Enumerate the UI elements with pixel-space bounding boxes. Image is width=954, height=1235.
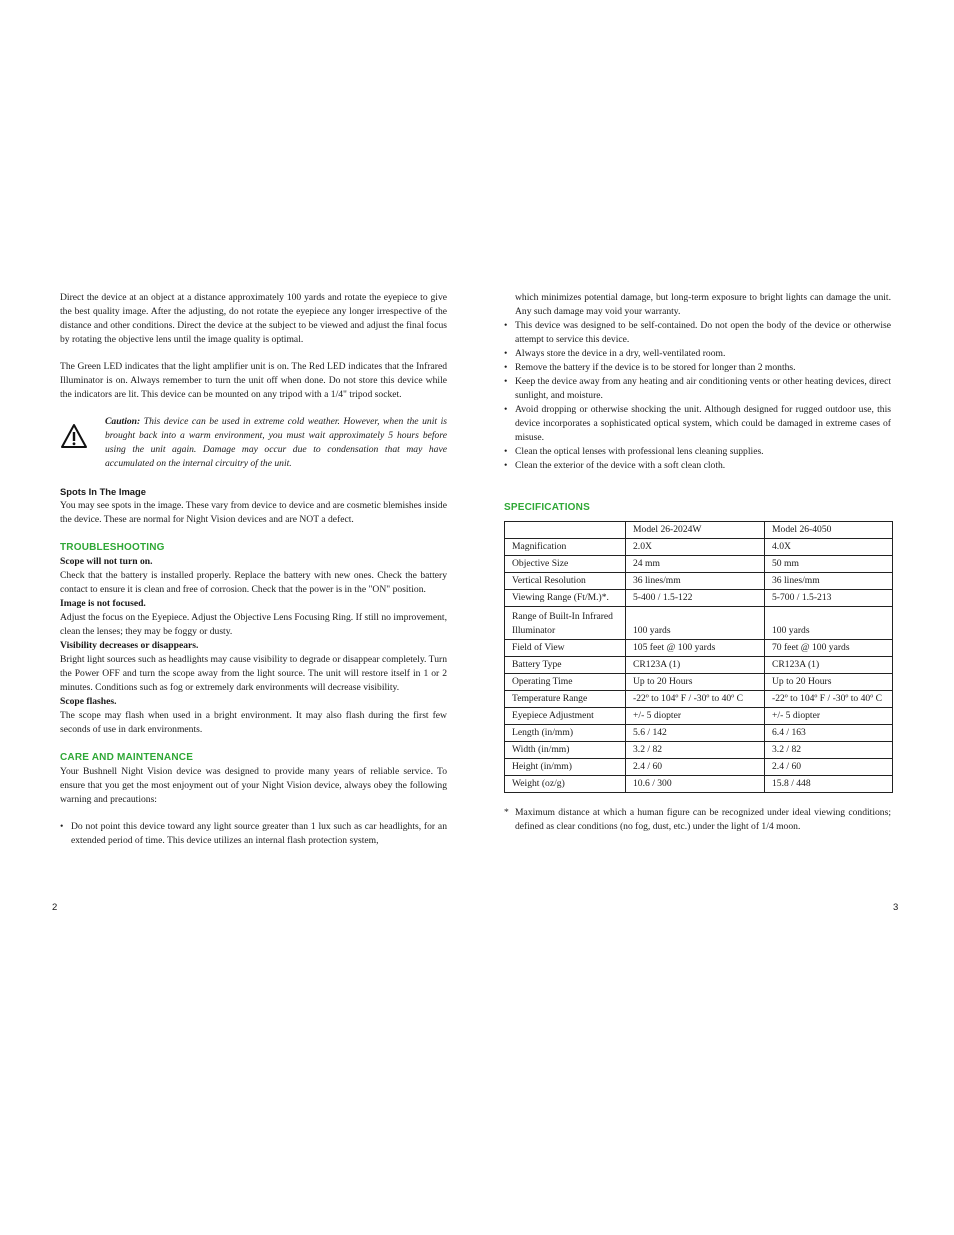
table-cell: Width (in/mm) bbox=[505, 742, 626, 759]
table-row bbox=[505, 573, 893, 590]
trouble-item bbox=[60, 695, 447, 737]
table-cell: Magnification bbox=[505, 539, 626, 556]
specifications-heading: SPECIFICATIONS bbox=[504, 502, 590, 513]
trouble-item bbox=[60, 555, 447, 597]
care-intro: Your Bushnell Night Vision device was designed to provide many years of reliable service. To ensure that you get the most enjoyment out of your Night Vision device, always obey the following warning and precautions: bbox=[60, 766, 447, 805]
table-row bbox=[505, 674, 893, 691]
table-cell: Range of Built-In Infrared Illuminator bbox=[505, 607, 626, 640]
table-row bbox=[505, 725, 893, 742]
table-cell: Length (in/mm) bbox=[505, 725, 626, 742]
trouble-question: Image is not focused. bbox=[60, 598, 146, 609]
trouble-question: Scope flashes. bbox=[60, 696, 117, 707]
table-cell: 5-700 / 1.5-213 bbox=[765, 590, 893, 607]
trouble-item bbox=[60, 639, 447, 695]
table-cell: 24 mm bbox=[626, 556, 765, 573]
care-continuation: which minimizes potential damage, but long-term exposure to bright lights can damage the unit. Any such damage may void your warranty. bbox=[515, 292, 891, 317]
table-cell: CR123A (1) bbox=[626, 657, 765, 674]
list-item: • Clean the exterior of the device with a soft clean cloth. bbox=[504, 459, 891, 473]
table-header-cell: Model 26-4050 bbox=[765, 522, 893, 539]
table-cell: Eyepiece Adjustment bbox=[505, 708, 626, 725]
table-cell: 36 lines/mm bbox=[765, 573, 893, 590]
trouble-answer: Bright light sources such as headlights may cause visibility to degrade or disappear completely. Turn the Power OFF and turn the scope away from the light source. The unit will restore itself in 1 or 2 minutes. Conditions such as fog or extremely dark environments will decrease visibility. bbox=[60, 654, 447, 693]
table-row bbox=[505, 742, 893, 759]
trouble-question: Scope will not turn on. bbox=[60, 556, 153, 567]
focus-instructions: Direct the device at an object at a distance approximately 100 yards and rotate the eyepiece to give the best quality image. After the adjusting, do not rotate the eyepiece any longer irrespective of the distance and other conditions. Direct the device at the subject to be viewed and adjust the final focus by rotating the objective lens until the image quality is optimal. bbox=[60, 292, 447, 345]
table-row bbox=[505, 607, 893, 640]
caution-body: This device can be used in extreme cold weather. However, when the unit is brought back into a warm environment, you must wait approximately 5 hours before using the unit again. Damage may occur due to condensation that may have accumulated on the internal circuitry of the unit. bbox=[105, 416, 447, 469]
list-item: • Remove the battery if the device is to be stored for longer than 2 months. bbox=[504, 361, 891, 375]
spots-text: You may see spots in the image. These vary from device to device and are cosmetic blemishes inside the device. These are normal for Night Vision devices and are NOT a defect. bbox=[60, 500, 447, 525]
spots-heading: Spots In The Image bbox=[60, 486, 146, 497]
caution-box bbox=[60, 415, 447, 471]
table-row bbox=[505, 776, 893, 793]
table-cell: 5.6 / 142 bbox=[626, 725, 765, 742]
table-cell: CR123A (1) bbox=[765, 657, 893, 674]
footnote bbox=[504, 806, 891, 834]
table-row bbox=[505, 556, 893, 573]
table-cell: 5-400 / 1.5-122 bbox=[626, 590, 765, 607]
table-row bbox=[505, 691, 893, 708]
table-cell: Weight (oz/g) bbox=[505, 776, 626, 793]
table-header-cell: Model 26-2024W bbox=[626, 522, 765, 539]
table-cell: +/- 5 diopter bbox=[626, 708, 765, 725]
table-cell: 2.4 / 60 bbox=[626, 759, 765, 776]
care-heading: CARE AND MAINTENANCE bbox=[60, 752, 194, 763]
table-cell: 15.8 / 448 bbox=[765, 776, 893, 793]
trouble-answer: Adjust the focus on the Eyepiece. Adjust the Objective Lens Focusing Ring. If still no improvement, clean the lenses; they may be foggy or dusty. bbox=[60, 612, 447, 637]
table-cell: Vertical Resolution bbox=[505, 573, 626, 590]
list-item: • Clean the optical lenses with professional lens cleaning supplies. bbox=[504, 445, 891, 459]
list-item: • Do not point this device toward any light source greater than 1 lux such as car headlights, for an extended period of time. This device utilizes an internal flash protection system, bbox=[60, 820, 447, 848]
table-row bbox=[505, 708, 893, 725]
table-cell: 2.0X bbox=[626, 539, 765, 556]
footnote-text: Maximum distance at which a human figure can be recognized under ideal viewing conditions; defined as clear conditions (no fog, dust, etc.) under the light of 1/4 moon. bbox=[515, 807, 891, 832]
table-cell: 105 feet @ 100 yards bbox=[626, 640, 765, 657]
table-header-row bbox=[505, 522, 893, 539]
table-cell: 3.2 / 82 bbox=[626, 742, 765, 759]
table-cell: +/- 5 diopter bbox=[765, 708, 893, 725]
care-list bbox=[60, 820, 447, 848]
table-cell: Objective Size bbox=[505, 556, 626, 573]
table-cell: Battery Type bbox=[505, 657, 626, 674]
trouble-answer: Check that the battery is installed properly. Replace the battery with new ones. Check the battery contact to ensure it is clean and free of corrosion. Check that the power is in the "ON" position. bbox=[60, 570, 447, 595]
list-item: • Avoid dropping or otherwise shocking the unit. Although designed for rugged outdoor use, this device incorporates a sophisticated optical system, which could be damaged in extreme cases of misuse. bbox=[504, 403, 891, 445]
table-row bbox=[505, 590, 893, 607]
led-instructions: The Green LED indicates that the light amplifier unit is on. The Red LED indicates that the Infrared Illuminator is on. Always remember to turn the unit off when done. Do not store this device while the indicators are lit. This device can be mounted on any tripod with a 1/4" tripod socket. bbox=[60, 361, 447, 400]
table-cell: -22º to 104º F / -30º to 40º C bbox=[765, 691, 893, 708]
table-cell: 2.4 / 60 bbox=[765, 759, 893, 776]
footnote-mark: * bbox=[504, 807, 509, 818]
warning-triangle-icon bbox=[60, 415, 105, 471]
table-cell: 4.0X bbox=[765, 539, 893, 556]
trouble-item bbox=[60, 597, 447, 639]
caution-label: Caution: bbox=[105, 416, 141, 427]
table-cell: 10.6 / 300 bbox=[626, 776, 765, 793]
table-cell: Up to 20 Hours bbox=[765, 674, 893, 691]
caution-text bbox=[105, 415, 447, 471]
table-cell: 100 yards bbox=[626, 607, 765, 640]
care-list-continued bbox=[504, 319, 891, 473]
right-page-column bbox=[504, 291, 891, 834]
page-number-right: 3 bbox=[893, 902, 899, 913]
specifications-table bbox=[504, 521, 893, 793]
list-item: • Keep the device away from any heating and air conditioning vents or other heating devices, direct sunlight, and moisture. bbox=[504, 375, 891, 403]
table-cell: Up to 20 Hours bbox=[626, 674, 765, 691]
table-cell: Field of View bbox=[505, 640, 626, 657]
trouble-answer: The scope may flash when used in a bright environment. It may also flash during the first few seconds of use in dark environments. bbox=[60, 710, 447, 735]
left-page-column bbox=[60, 291, 447, 848]
table-cell: Temperature Range bbox=[505, 691, 626, 708]
list-item: • This device was designed to be self-contained. Do not open the body of the device or otherwise attempt to service this device. bbox=[504, 319, 891, 347]
table-row bbox=[505, 539, 893, 556]
troubleshooting-heading: TROUBLESHOOTING bbox=[60, 542, 165, 553]
table-cell: 36 lines/mm bbox=[626, 573, 765, 590]
table-cell: Operating Time bbox=[505, 674, 626, 691]
table-cell: 70 feet @ 100 yards bbox=[765, 640, 893, 657]
table-cell: 3.2 / 82 bbox=[765, 742, 893, 759]
page-number-left: 2 bbox=[52, 902, 58, 913]
table-row bbox=[505, 640, 893, 657]
table-cell: Viewing Range (Ft/M.)*. bbox=[505, 590, 626, 607]
table-cell: 6.4 / 163 bbox=[765, 725, 893, 742]
table-cell: 100 yards bbox=[765, 607, 893, 640]
table-cell: 50 mm bbox=[765, 556, 893, 573]
table-row bbox=[505, 657, 893, 674]
trouble-question: Visibility decreases or disappears. bbox=[60, 640, 199, 651]
table-cell: Height (in/mm) bbox=[505, 759, 626, 776]
list-item: • Always store the device in a dry, well-ventilated room. bbox=[504, 347, 891, 361]
table-header-cell bbox=[505, 522, 626, 539]
table-cell: -22º to 104º F / -30º to 40º C bbox=[626, 691, 765, 708]
table-row bbox=[505, 759, 893, 776]
